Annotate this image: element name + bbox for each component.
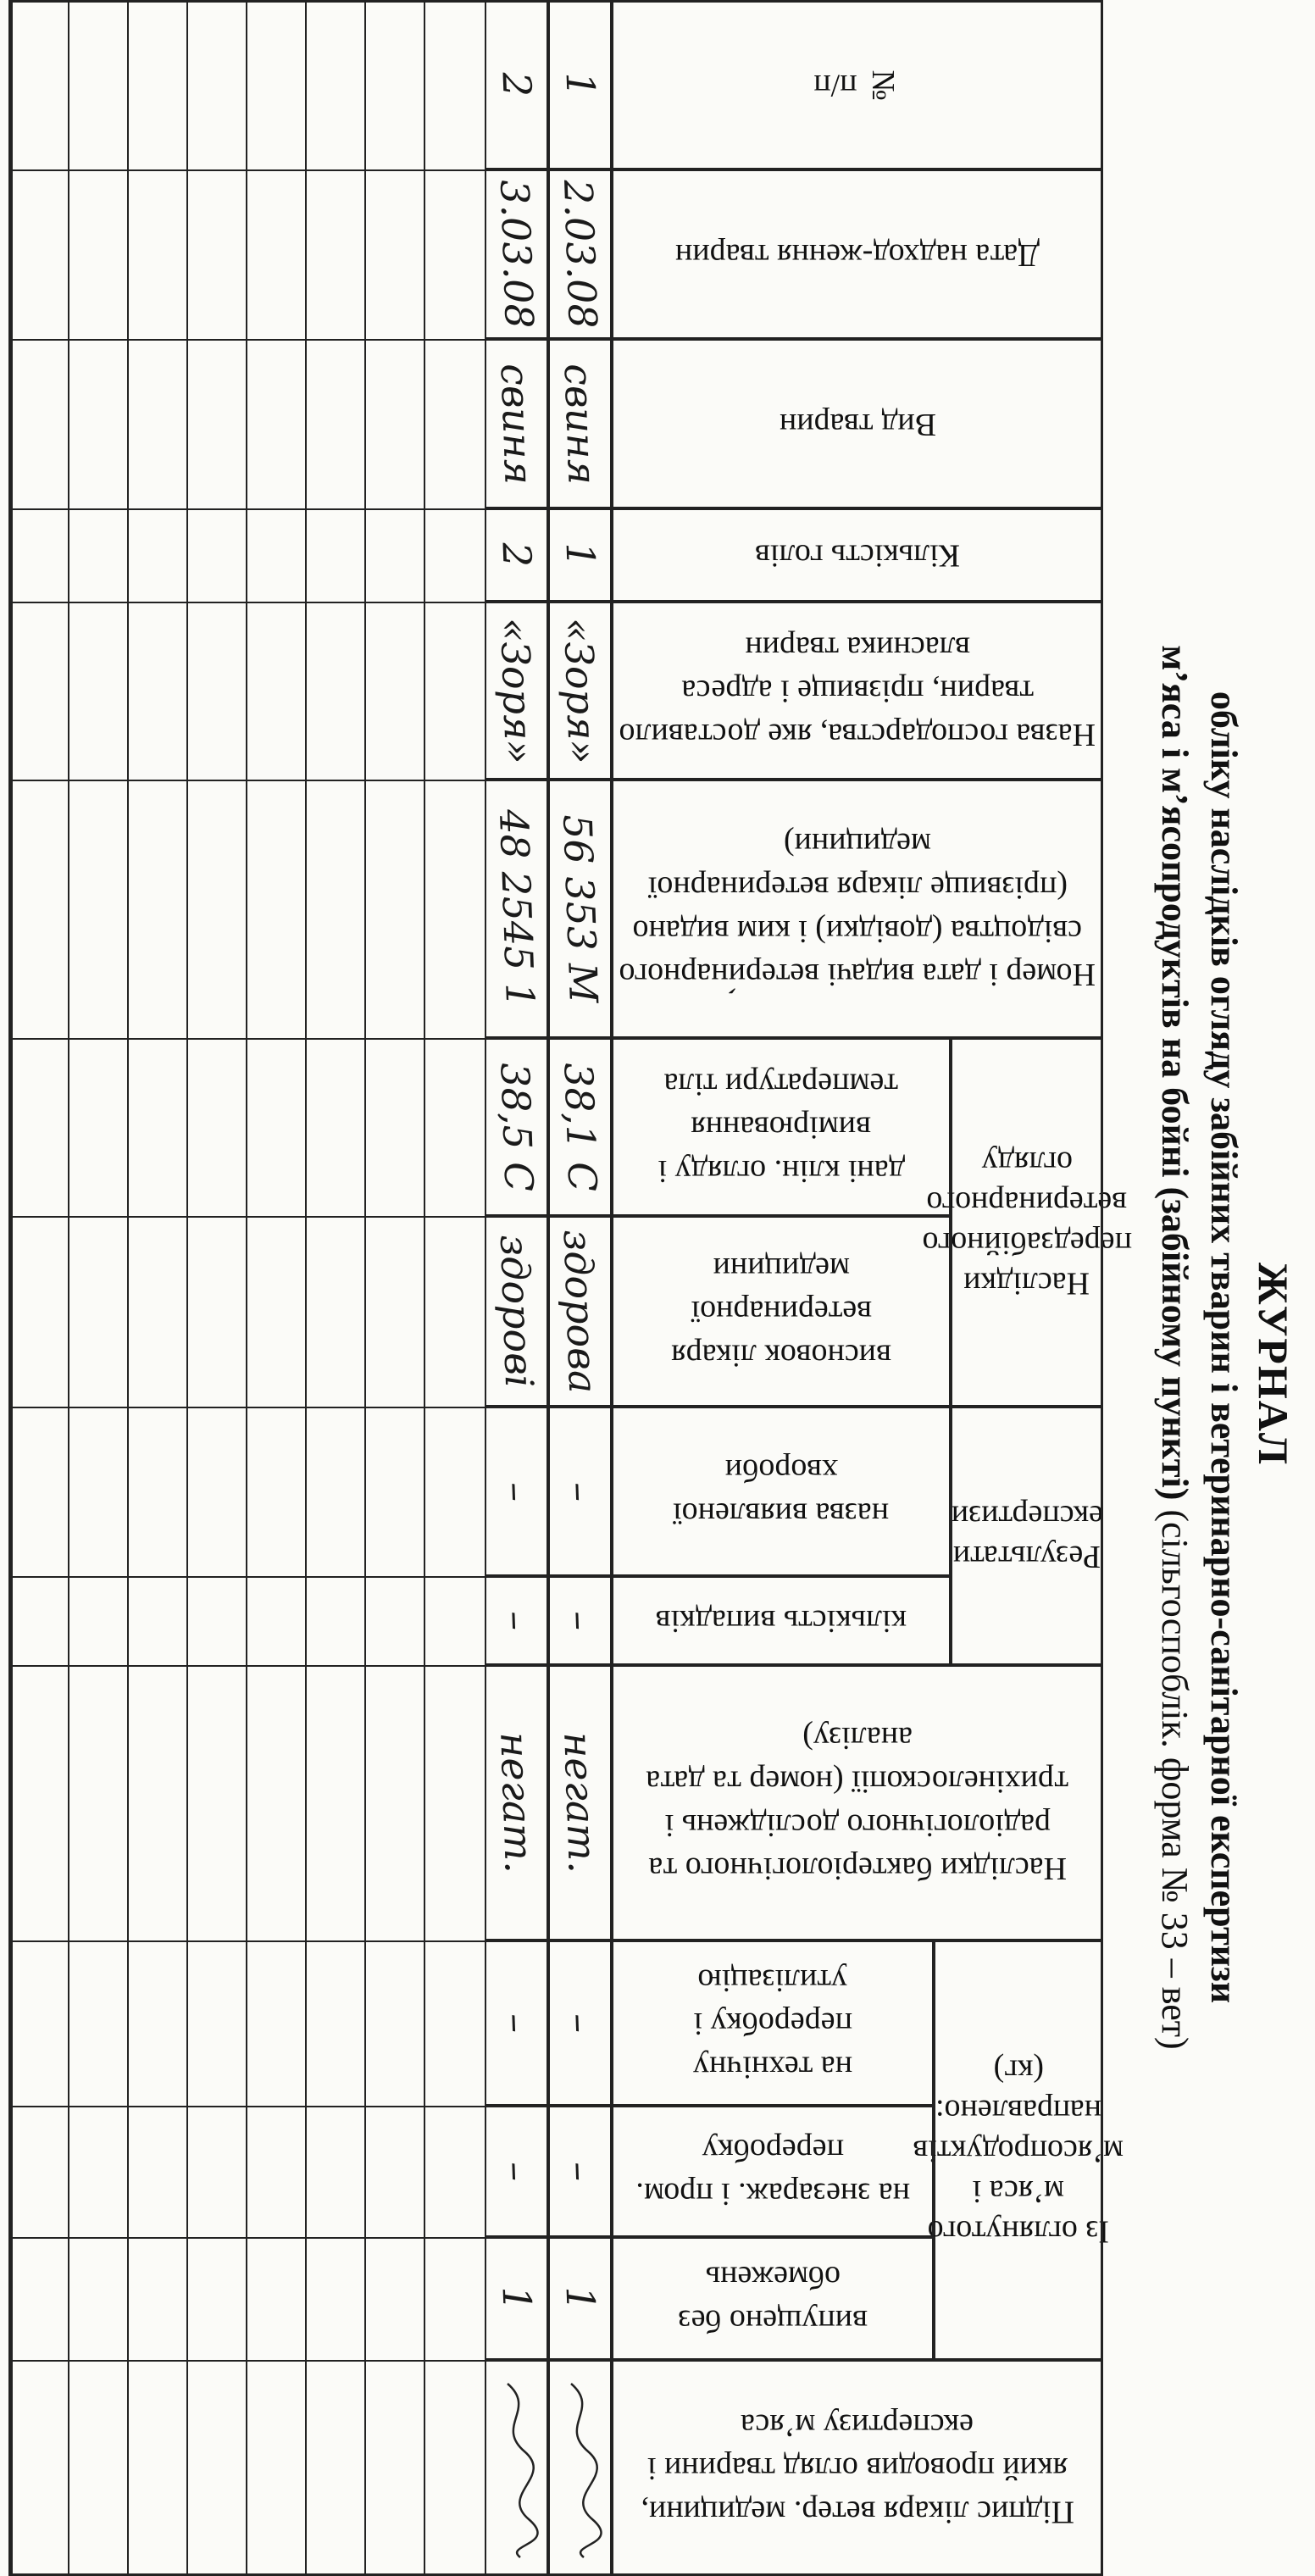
header-cases: кількість випадків xyxy=(612,1576,951,1665)
row-2-disinfection: – xyxy=(485,2106,548,2237)
header-directed-group: Із оглянутого м’яса і м’ясопродуктів направлено: (кг) xyxy=(934,1940,1103,2360)
header-num: № п/п xyxy=(612,0,1103,169)
row-2-disease: – xyxy=(485,1407,548,1576)
header-clinical: дані клін. огляду і вимірювання температури тіла xyxy=(612,1038,951,1216)
column-divider xyxy=(10,1216,612,1218)
column-divider xyxy=(10,2237,612,2239)
column-divider xyxy=(10,2360,612,2362)
journal-subtitle-2-bold: м’яса і м’ясопродуктів на бойні (забійному пункті) xyxy=(1154,645,1196,1501)
header-disinfection: на знезараж. і пром. переробку xyxy=(612,2106,934,2237)
row-1-released: 1 xyxy=(548,2237,612,2360)
header-signature: Підпис лікаря ветер. медицини, який проводив огляд тварини і експертизу м’яса xyxy=(612,2360,1103,2576)
row-1-clinical: 38,1 С xyxy=(548,1038,612,1216)
row-2-clinical: 38,5 С xyxy=(485,1038,548,1216)
column-divider xyxy=(10,1038,612,1040)
header-released: випущено без обмежень xyxy=(612,2237,934,2360)
row-2-certificate: 48 2545 1 xyxy=(485,780,548,1038)
header-date: Дата надход-ження тварин xyxy=(612,169,1103,339)
row-1-lab: негат. xyxy=(548,1665,612,1940)
column-divider xyxy=(10,1940,612,1942)
journal-subtitle: обліку наслідків огляду забійних тварин і ветеринарно-санітарної експертизи xyxy=(1203,691,1245,2004)
column-divider xyxy=(10,169,612,171)
row-1-cases: – xyxy=(548,1576,612,1665)
row-2-cases: – xyxy=(485,1576,548,1665)
header-vet-conclusion: висновок лікаря ветеринарної медицини xyxy=(612,1216,951,1407)
journal-subtitle-2-form: (сільгоспоблік. форма № 33 – вет) xyxy=(1154,1500,1196,2050)
row-2-conclusion: здорові xyxy=(485,1216,548,1407)
row-1-species: свиня xyxy=(548,339,612,508)
row-1-date: 2.03.08 xyxy=(548,169,612,339)
row-2-num: 2 xyxy=(485,0,548,169)
journal-title: ЖУРНАЛ xyxy=(1250,1262,1297,1467)
header-heads: Кількість голів xyxy=(612,508,1103,602)
header-certificate: Номер і дата видачі ветери́нарного свідоцтва (довідки) і ким видано (прізвище лікаря ветеринарної медицини) xyxy=(612,780,1103,1038)
column-divider xyxy=(10,508,612,510)
header-farm: Назва господарства, яке доставило тварин, прізвище і адреса власника тварин xyxy=(612,602,1103,780)
row-1-conclusion: здорова xyxy=(548,1216,612,1407)
column-divider xyxy=(10,602,612,603)
row-2-lab: негат. xyxy=(485,1665,548,1940)
row-1-heads: 1 xyxy=(548,508,612,602)
row-1-disinfection: – xyxy=(548,2106,612,2237)
row-1-disease: – xyxy=(548,1407,612,1576)
row-1-certificate: 56 353 М xyxy=(548,780,612,1038)
column-divider xyxy=(10,780,612,781)
row-1-farm: «Зоря» xyxy=(548,602,612,780)
row-2-date: 3.03.08 xyxy=(485,169,548,339)
row-2-technical: – xyxy=(485,1940,548,2106)
column-divider xyxy=(10,1665,612,1667)
row-1-num: 1 xyxy=(548,0,612,169)
header-disease: назва виявленої хвороби xyxy=(612,1407,951,1576)
header-species: Вид тварин xyxy=(612,339,1103,508)
column-divider xyxy=(10,1407,612,1408)
header-expertise-group: Результати експертизи xyxy=(951,1407,1103,1665)
table-outer-frame xyxy=(10,0,1103,2576)
row-2-heads: 2 xyxy=(485,508,548,602)
row-2-released: 1 xyxy=(485,2237,548,2360)
column-divider xyxy=(10,2106,612,2107)
row-2-farm: «Зоря» xyxy=(485,602,548,780)
row-2-species: свиня xyxy=(485,339,548,508)
header-technical: на технічну переробку і утилізацію xyxy=(612,1940,934,2106)
column-divider xyxy=(10,1576,612,1578)
column-divider xyxy=(10,339,612,341)
header-lab: Наслідки бактеріологічного та радіологічного досліджень і трихінелоскопії (номер та дата аналізу) xyxy=(612,1665,1103,1940)
header-preslaughter-group: Наслідки передзабійного ветеринарного огляду xyxy=(951,1038,1103,1407)
row-1-technical: – xyxy=(548,1940,612,2106)
